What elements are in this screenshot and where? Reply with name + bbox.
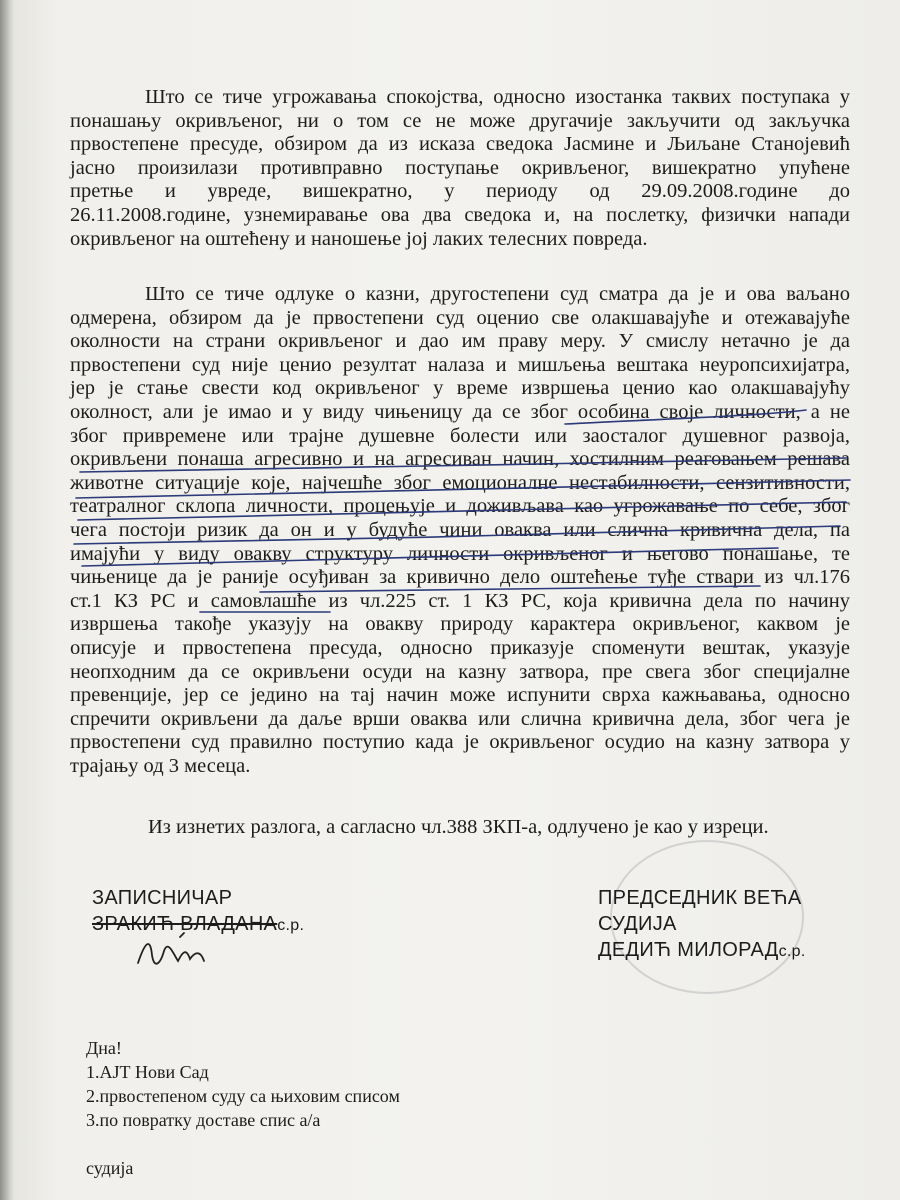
paragraph-3 — [148, 816, 848, 840]
text-line: због привремене или трајне душевне болести или заосталог душевног развоја, — [70, 424, 850, 447]
text-line: претње и увреде, вишекратно, у периоду од 29.09.2008.године до — [70, 180, 850, 203]
distribution-item: 3.по повратку доставе спис а/а — [86, 1110, 321, 1130]
scan-shadow — [0, 0, 14, 1200]
text-line: окривљени понаша агресивно и на агресиван начин, хостилним реаговањем решава — [70, 448, 850, 471]
judge-role: СУДИЈА — [598, 913, 677, 935]
text-line: првостепени суд није ценио резултат налаза и мишљења вештака неуропсихијатра, — [70, 353, 850, 376]
text-line: ст.1 КЗ РС и самовлашће из чл.225 ст. 1 КЗ РС, која кривична дела по начину — [70, 589, 850, 612]
distribution-item: 1.АЈТ Нови Сад — [86, 1062, 209, 1082]
text-line: чињенице да је раније осуђиван за кривично дело оштећење туђе ствари из чл.176 — [70, 566, 850, 589]
text-line: чега постоји ризик да он и у будуће чини оваква или слична кривична дела, па — [70, 518, 850, 541]
text-line: извршења такође указују на овакву природу карактера окривљеног, каквом је — [70, 613, 850, 636]
distribution-item: 2.првостепеном суду са њиховим списом — [86, 1086, 400, 1106]
text-line: околност, али је имао и у виду чињеницу да се због особина своје личности, а не — [70, 400, 850, 423]
text-line: окривљеног на оштећену и наношење јој лаких телесних повреда. — [70, 227, 648, 250]
text-line: првостепене пресуде, обзиром да из исказа сведока Јасмине и Љиљане Станојевић — [70, 133, 850, 156]
text-line: одмерена, обзиром да је првостепени суд оценио све олакшавајуће и отежавајуће — [70, 306, 850, 329]
clerk-suffix: с.р. — [277, 917, 305, 934]
paragraph-2 — [70, 283, 850, 778]
text-line: неопходним да се окривљени осуди на казну затвора, пре свега због специјалне — [70, 660, 850, 683]
footer-judge-label: судија — [86, 1158, 134, 1178]
judge-suffix: с.р. — [778, 943, 806, 960]
judge-name-line — [598, 937, 806, 965]
text-line: спречити окривљени да даље врши оваква или слична кривична дела, због чега је — [70, 707, 850, 730]
text-line: Из изнетих разлога, а сагласно чл.388 ЗКП-а, одлучено је као у изреци. — [148, 816, 769, 838]
clerk-name: ЗРАКИЋ ВЛАДАНА — [92, 913, 278, 935]
text-line: јасно произилази противправно поступање окривљеног, вишекратно упућене — [70, 156, 850, 179]
paragraph-1 — [70, 86, 850, 251]
clerk-title: ЗАПИСНИЧАР — [92, 887, 233, 909]
text-line: 26.11.2008.године, узнемиравање ова два сведока и, на послетку, физички напади — [70, 203, 850, 226]
text-line: превенције, јер се једино на тај начин може испунити сврха кажњавања, односно — [70, 684, 850, 707]
text-line: имајући у виду овакву структуру личности окривљеног и његово понашање, те — [70, 542, 850, 565]
text-line: јер је стање свести код окривљеног у време извршења ценио као олакшавајућу — [70, 377, 850, 400]
text-line: Што се тиче одлуке о казни, другостепени суд сматра да је и ова ваљано — [145, 283, 850, 305]
text-line: описује и првостепена пресуда, односно приказује споменути вештак, указује — [70, 636, 850, 659]
distribution-heading: Дна! — [86, 1038, 122, 1058]
text-line: понашању окривљеног, ни о том се не може другачије закључити од закључка — [70, 109, 850, 132]
judge-signature-block — [598, 885, 806, 965]
panel-president-title: ПРЕДСЕДНИК ВЕЋА — [598, 887, 802, 909]
distribution-list — [86, 1036, 400, 1132]
text-line: Што се тиче угрожавања спокојства, односно изостанка таквих поступака у — [145, 86, 850, 108]
handwritten-signature-icon — [130, 925, 250, 975]
text-line: околности на страни окривљеног и дао им праву меру. У смислу нетачно је да — [70, 330, 850, 353]
text-line: животне ситуације које, најчешће због емоционалне нестабилности, сензитивности, — [70, 471, 850, 494]
text-line: трајању од 3 месеца. — [70, 754, 251, 777]
text-line: театралног склопа личности, процењује и доживљава као угрожавање по себе, због — [70, 495, 850, 518]
text-line: првостепени суд правилно поступио када је окривљеног осудио на казну затвора у — [70, 731, 850, 754]
judge-name: ДЕДИЋ МИЛОРАД — [598, 939, 779, 961]
